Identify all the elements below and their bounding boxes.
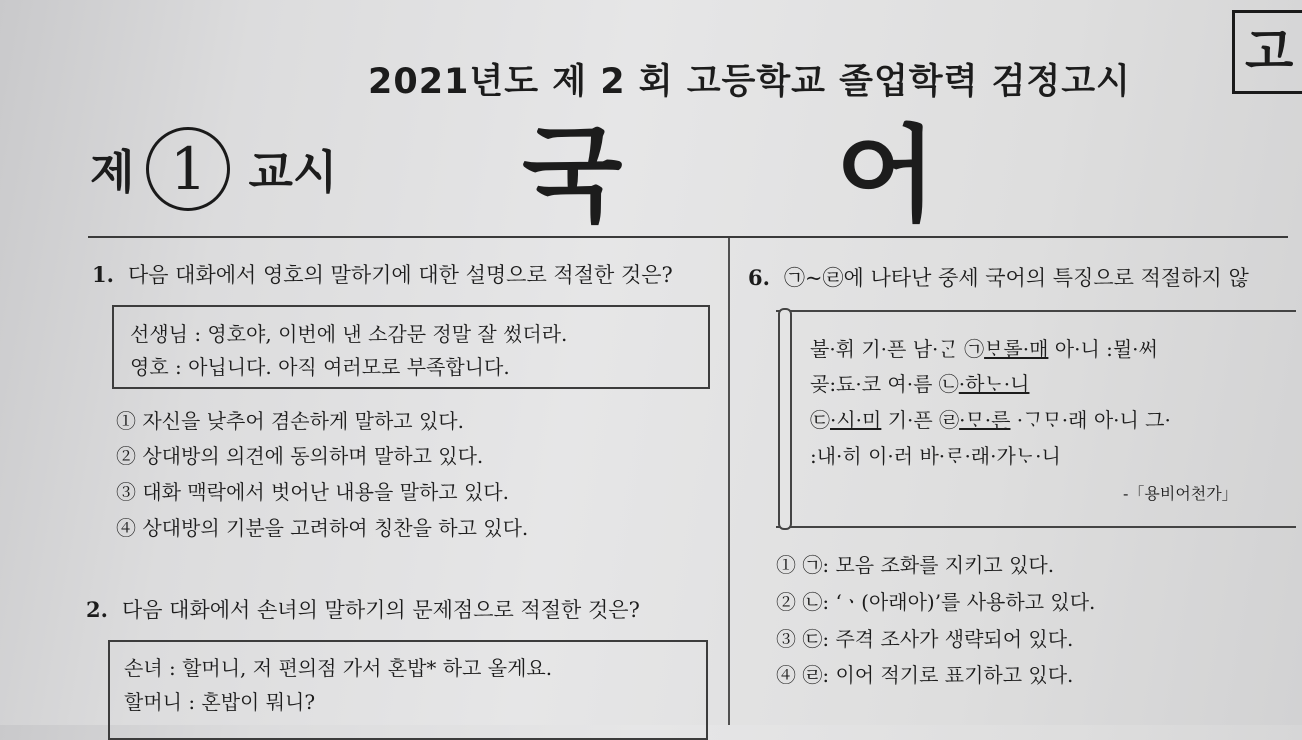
q6-passage-line-1: [810, 333, 1158, 362]
q2-dialogue-line: 손녀 : 할머니, 저 편의점 가서 혼밥* 하고 올게요.: [124, 656, 553, 680]
passage-text: ·ᄀᆞᄆᆞ·래 아·니 그·: [1010, 408, 1171, 432]
period-suffix: 교시: [248, 145, 338, 199]
q6-passage-line-3: [810, 404, 1171, 433]
passage-text: ㉢: [810, 408, 830, 432]
q2-number: 2.: [86, 597, 108, 622]
q2-dialogue-line: 할머니 : 혼밥이 뭐니?: [124, 690, 316, 714]
q6-passage-line-2: [810, 368, 1029, 397]
passage-text: 기·픈 ㉣: [881, 408, 960, 432]
q1-option-2[interactable]: ② 상대방의 의견에 동의하며 말하고 있다.: [116, 444, 484, 468]
q1-dialogue-line: 선생님 : 영호야, 이번에 낸 소감문 정말 잘 썼더라.: [130, 322, 568, 346]
q1-stem-text: 다음 대화에서 영호의 말하기에 대한 설명으로 적절한 것은?: [127, 263, 673, 287]
passage-text: 아·니 :뮐·써: [1048, 337, 1158, 361]
q1-stem: [92, 259, 673, 289]
period-prefix: 제: [90, 145, 135, 199]
q6-option-3[interactable]: ③ ㉢: 주격 조사가 생략되어 있다.: [776, 627, 1074, 651]
passage-text: 불·휘 기·픈 남·ᄀᆞᆫ ㉠: [810, 337, 985, 361]
q6-number: 6.: [748, 265, 770, 290]
q6-option-4[interactable]: ④ ㉣: 이어 적기로 표기하고 있다.: [776, 663, 1074, 687]
period-number-circle: 1: [146, 127, 230, 211]
subject-char-2: 어: [836, 114, 937, 236]
period-label: [90, 135, 338, 203]
q1-dialogue-line: 영호 : 아닙니다. 아직 여러모로 부족합니다.: [130, 355, 510, 379]
q6-stem: [748, 262, 1249, 292]
passage-underlined-d: ·ᄆᆞ·른: [959, 408, 1011, 432]
q1-option-1[interactable]: ① 자신을 낮추어 겸손하게 말하고 있다.: [116, 409, 464, 433]
q6-passage-line-4: :내·히 이·러 바·ᄅᆞ·래·가ᄂᆞ·니: [810, 444, 1061, 468]
passage-underlined-b: ·하ᄂᆞ·니: [958, 372, 1030, 396]
q2-stem-text: 다음 대화에서 손녀의 말하기의 문제점으로 적절한 것은?: [121, 598, 640, 622]
q6-stem-text: ㉠~㉣에 나타난 중세 국어의 특징으로 적절하지 않: [783, 266, 1249, 290]
q6-option-2[interactable]: ② ㉡: ‘ㆍ(아래아)’를 사용하고 있다.: [776, 590, 1096, 614]
passage-underlined-a: ᄇᆞ롤·매: [984, 337, 1049, 361]
q6-option-1[interactable]: ① ㉠: 모음 조화를 지키고 있다.: [776, 553, 1055, 577]
q1-option-4[interactable]: ④ 상대방의 기분을 고려하여 칭찬을 하고 있다.: [116, 516, 529, 540]
level-badge: 고: [1232, 10, 1302, 94]
q6-passage-source: -「용비어천가」: [1123, 484, 1238, 503]
subject-char-1: 국: [522, 114, 623, 236]
passage-underlined-c: ·시·미: [830, 408, 882, 432]
q1-number: 1.: [92, 262, 114, 287]
q1-option-3[interactable]: ③ 대화 맥락에서 벗어난 내용을 말하고 있다.: [116, 480, 509, 504]
q2-stem: [86, 594, 640, 624]
column-divider: [728, 238, 730, 725]
exam-title: 2021년도 제 2 회 고등학교 졸업학력 검정고시: [368, 62, 1131, 102]
passage-text: 곶:됴·코 여·름 ㉡: [810, 372, 959, 396]
scroll-rod: [778, 308, 792, 530]
header-divider: [88, 236, 1288, 238]
